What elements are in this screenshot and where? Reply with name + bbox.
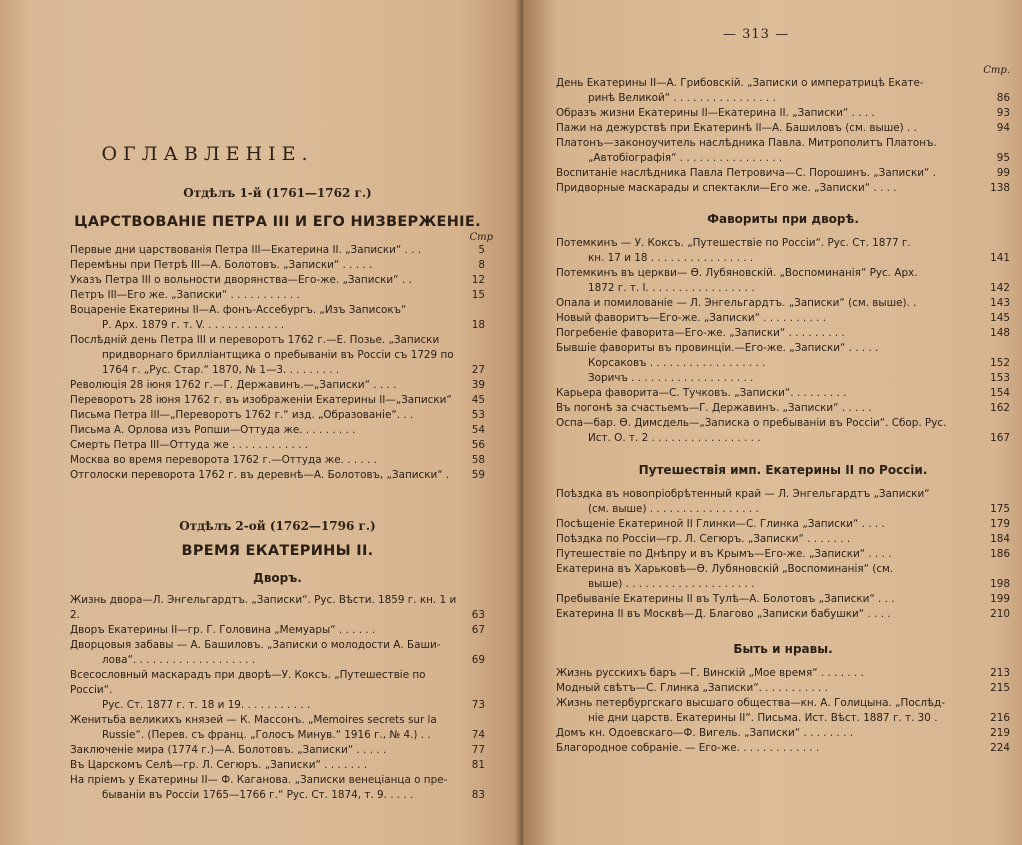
toc-entry-line (70, 393, 485, 408)
toc-entry-page: 152 (990, 357, 1010, 369)
page-number: — 313 — (723, 27, 790, 42)
toc-entry-line (556, 266, 1010, 281)
favorites-section (556, 212, 1010, 446)
toc-entry-text: Всесословный маскарадъ при дворѣ—У. Коксъ. „Путешествіе по Россіи“. (70, 669, 426, 696)
toc-entry-page: 138 (990, 182, 1010, 194)
toc-entry-text: Корсаковъ . . . . . . . . . . . . . . . . . . (588, 357, 766, 369)
toc-entry-line (70, 623, 485, 638)
section-2-title: ВРЕМЯ ЕКАТЕРИНЫ II. (181, 543, 374, 559)
toc-entry-text: Платонъ—законоучитель наслѣдника Павла. Митрополитъ Платонъ. (556, 137, 937, 149)
toc-entry-text: День Екатерины II—А. Грибовскій. „Записки о императрицѣ Екате- (556, 77, 924, 89)
toc-entry-line (556, 136, 1010, 151)
toc-entry-text: Модный свѣтъ—С. Глинка „Записки“. . . . . . . . . . . (556, 682, 828, 694)
toc-entry-text: Рус. Ст. 1877 г. т. 18 и 19. . . . . . . . . . . (102, 699, 311, 711)
toc-entry-text: Бывшіе фавориты въ провинціи.—Его-же. „Записки“ . . . . . (556, 342, 879, 354)
toc-title: ОГЛАВЛЕНІЕ. (101, 143, 314, 165)
court-subheading: Дворъ. (253, 571, 302, 585)
toc-entry-text: Женитьба великихъ князей — К. Массонъ. „Memoires secrets sur la (70, 714, 437, 726)
section-1 (70, 186, 493, 483)
toc-entry-text: Карьера фаворита—С. Тучковъ. „Записки“. . . . . . . . . (556, 387, 847, 399)
toc-entry-line (70, 303, 485, 318)
court-entries (556, 76, 1010, 196)
toc-entry-line (556, 726, 1010, 741)
toc-entry-text: Ист. О. т. 2 . . . . . . . . . . . . . . . . . (588, 432, 761, 444)
toc-entry-page: 45 (471, 394, 485, 406)
toc-entry-text: Путешествіе по Днѣпру и въ Крымъ—Его-же. „Записки“ . . . . (556, 548, 892, 560)
toc-entry-text: Дворцовыя забавы — А. Башиловъ. „Записки о молодости А. Баши- (70, 639, 441, 651)
toc-entry-text: Новый фаворитъ—Его-же. „Записки“ . . . . . . . . . . (556, 312, 827, 324)
page-column-header-right: Стр. (983, 65, 1010, 76)
toc-entry-line (70, 423, 485, 438)
toc-entry-line (70, 273, 485, 288)
toc-entry-line (556, 592, 1010, 607)
toc-entry-page: 199 (990, 593, 1010, 605)
toc-entry-line (70, 438, 485, 453)
toc-entry-page: 15 (471, 289, 485, 301)
toc-entry-line (556, 76, 1010, 91)
manners-entries (556, 666, 1010, 756)
toc-entry-text: Потемкинъ — У. Коксъ. „Путешествіе по Россіи“. Рус. Ст. 1877 г. (556, 237, 911, 249)
toc-entry-page: 27 (471, 364, 485, 376)
manners-section (556, 642, 1010, 756)
toc-entry-line (70, 243, 485, 258)
toc-entry-text: выше) . . . . . . . . . . . . . . . . . . . . (588, 578, 755, 590)
toc-entry-line (556, 341, 1010, 356)
toc-entry-page: 77 (471, 744, 485, 756)
toc-entry-text: Заключеніе мира (1774 г.)—А. Болотовъ. „Записки“ . . . . . (70, 744, 387, 756)
toc-entry-text: Революція 28 іюня 1762 г.—Г. Державинъ.—„Записки“ . . . . (70, 379, 397, 391)
toc-entry-text: Москва во время переворота 1762 г.—Оттуда же. . . . . . (70, 454, 377, 466)
toc-entry-page: 86 (996, 92, 1010, 104)
toc-entry-page: 83 (471, 789, 485, 801)
toc-entry-text: Отголоски переворота 1762 г. въ деревнѣ—А. Болотовъ, „Записки“ . (70, 469, 450, 481)
toc-entry-page: 67 (471, 624, 485, 636)
toc-entry-text: Послѣдній день Петра III и переворотъ 1762 г.—Е. Позье. „Записки (70, 334, 440, 346)
toc-entry-text: ніе дни царств. Екатерины II“. Письма. Ист. Вѣст. 1887 г. т. 30 . (588, 712, 938, 724)
toc-entry-line (70, 378, 485, 393)
toc-entry-page: 54 (471, 424, 485, 436)
right-page (523, 0, 1022, 845)
toc-entry-text: Петръ III—Его же. „Записки“ . . . . . . . . . . . (70, 289, 300, 301)
section-1-title: ЦАРСТВОВАНІЕ ПЕТРА III И ЕГО НИЗВЕРЖЕНІЕ. (74, 214, 481, 230)
toc-entry-page: 219 (990, 727, 1010, 739)
favorites-entries (556, 236, 1010, 446)
toc-entry-text: Первые дни царствованія Петра III—Екатерина II. „Записки“ . . . (70, 244, 422, 256)
toc-entry-line (556, 236, 1010, 251)
toc-entry-page: 143 (990, 297, 1010, 309)
travels-section (556, 463, 1010, 622)
toc-entry-page: 59 (471, 469, 485, 481)
toc-entry-text: (см. выше) . . . . . . . . . . . . . . . . . (588, 503, 759, 515)
toc-entry-text: Russie“. (Перев. съ франц. „Голосъ Минув.“ 1916 г., № 4.) . . (102, 729, 431, 741)
toc-entry-page: 94 (996, 122, 1010, 134)
section-2-entries (70, 593, 485, 803)
toc-entry-line (70, 593, 485, 623)
toc-entry-line (70, 408, 485, 423)
toc-entry-text: Екатерина II въ Москвѣ—Д. Благово „Записки бабушки“ . . . . (556, 608, 891, 620)
toc-entry-text: 1764 г. „Рус. Стар.“ 1870, № 1—3. . . . . . . . . (102, 364, 340, 376)
travels-entries (556, 487, 1010, 622)
toc-entry-line (556, 562, 1010, 577)
toc-entry-text: Въ Царскомъ Селѣ—гр. Л. Сегюръ. „Записки“ . . . . . . . (70, 759, 368, 771)
toc-entry-text: Поѣздка по Россіи—гр. Л. Сегюръ. „Записки“ . . . . . . . (556, 533, 851, 545)
page-column-header: Стр (469, 232, 493, 243)
toc-entry-text: Дворъ Екатерины II—гр. Г. Головина „Мемуары“ . . . . . . (70, 624, 376, 636)
toc-entry-text: Воспитаніе наслѣдника Павла Петровича—С. Порошинъ. „Записки“ . (556, 167, 936, 179)
toc-entry-text: Жизнь русскихъ баръ —Г. Винскій „Мое время“ . . . . . . . (556, 667, 864, 679)
toc-entry-page: 95 (996, 152, 1010, 164)
toc-entry-line (556, 607, 1010, 622)
toc-entry-line (556, 741, 1010, 756)
toc-entry-line (70, 788, 485, 803)
toc-entry-line (556, 91, 1010, 106)
toc-entry-page: 145 (990, 312, 1010, 324)
toc-entry-text: 1872 г. т. I. . . . . . . . . . . . . . . . . (588, 282, 755, 294)
toc-entry-text: Жизнь двора—Л. Энгельгардтъ. „Записки“. Рус. Вѣсти. 1859 г. кн. 1 и 2. (70, 594, 457, 621)
toc-entry-line (70, 288, 485, 303)
toc-entry-page: 213 (990, 667, 1010, 679)
toc-entry-line (70, 363, 485, 378)
toc-entry-text: Зоричъ . . . . . . . . . . . . . . . . . . . (588, 372, 754, 384)
toc-entry-text: кн. 17 и 18 . . . . . . . . . . . . . . . . (588, 252, 754, 264)
toc-entry-line (556, 166, 1010, 181)
toc-entry-line (70, 698, 485, 713)
toc-entry-text: Оспа—бар. Ө. Димсдель—„Записка о пребываніи въ Россіи“. Сбор. Рус. (556, 417, 947, 429)
toc-entry-line (70, 668, 485, 698)
toc-entry-page: 179 (990, 518, 1010, 530)
toc-entry-line (556, 517, 1010, 532)
toc-entry-line (556, 296, 1010, 311)
toc-entry-page: 154 (990, 387, 1010, 399)
toc-entry-line (70, 453, 485, 468)
toc-entry-line (556, 326, 1010, 341)
toc-entry-line (70, 333, 485, 348)
section-1-heading: Отдѣлъ 1-й (1761—1762 г.) (183, 186, 372, 200)
toc-entry-text: Перемѣны при Петрѣ III—А. Болотовъ. „Записки“ . . . . . (70, 259, 373, 271)
toc-entry-line (556, 356, 1010, 371)
toc-entry-page: 99 (996, 167, 1010, 179)
toc-entry-page: 81 (471, 759, 485, 771)
toc-entry-line (556, 251, 1010, 266)
toc-entry-line (70, 773, 485, 788)
toc-entry-page: 186 (990, 548, 1010, 560)
toc-entry-line (556, 106, 1010, 121)
toc-entry-text: Посѣщеніе Екатериной II Глинки—С. Глинка „Записки“ . . . . (556, 518, 885, 530)
toc-entry-page: 215 (990, 682, 1010, 694)
toc-entry-line (556, 181, 1010, 196)
toc-entry-text: „Автобіографія“ . . . . . . . . . . . . . . . . (588, 152, 783, 164)
toc-entry-text: Образъ жизни Екатерины II—Екатерина II. „Записки“ . . . . (556, 107, 875, 119)
toc-entry-text: ринѣ Великой“ . . . . . . . . . . . . . . . . (588, 92, 776, 104)
toc-entry-page: 148 (990, 327, 1010, 339)
toc-entry-text: Пажи на дежурствѣ при Екатеринѣ II—А. Башиловъ (см. выше) . . (556, 122, 917, 134)
toc-entry-line (556, 711, 1010, 726)
toc-entry-line (556, 431, 1010, 446)
toc-entry-page: 73 (471, 699, 485, 711)
toc-entry-text: Письма А. Орлова изъ Ропши—Оттуда же. . . . . . . . . (70, 424, 356, 436)
toc-entry-line (556, 487, 1010, 502)
toc-entry-text: лова“. . . . . . . . . . . . . . . . . . . (102, 654, 256, 666)
toc-entry-page: 69 (471, 654, 485, 666)
section-2-heading: Отдѣлъ 2-ой (1762—1796 г.) (179, 519, 376, 533)
toc-entry-page: 216 (990, 712, 1010, 724)
toc-entry-page: 63 (471, 609, 485, 621)
toc-entry-line (556, 502, 1010, 517)
toc-entry-page: 58 (471, 454, 485, 466)
toc-entry-line (556, 547, 1010, 562)
court-continued (556, 65, 1010, 196)
toc-entry-text: Потемкинъ въ церкви— Ө. Лубяновскій. „Воспоминанія“ Рус. Арх. (556, 267, 918, 279)
toc-entry-line (556, 281, 1010, 296)
toc-entry-text: Поѣздка въ новопріобрѣтенный край — Л. Энгельгардтъ „Записки“ (556, 488, 930, 500)
toc-entry-line (556, 121, 1010, 136)
toc-entry-text: Придворные маскарады и спектакли—Его же. „Записки“ . . . . (556, 182, 897, 194)
toc-entry-line (70, 728, 485, 743)
toc-entry-text: бываніи въ Россіи 1765—1766 г.“ Рус. Ст. 1874, т. 9. . . . . (102, 789, 414, 801)
toc-entry-line (556, 371, 1010, 386)
toc-entry-line (70, 348, 485, 363)
toc-entry-text: Жизнь петербургскаго высшаго общества—кн. А. Голицына. „Послѣд- (556, 697, 945, 709)
toc-entry-page: 184 (990, 533, 1010, 545)
toc-entry-page: 198 (990, 578, 1010, 590)
toc-entry-page: 56 (471, 439, 485, 451)
toc-entry-text: Екатерина въ Харьковѣ—Ө. Лубяновскій „Воспоминанія“ (см. (556, 563, 894, 575)
toc-entry-line (70, 758, 485, 773)
section-2 (70, 519, 485, 803)
toc-entry-text: Погребеніе фаворита—Его-же. „Записки“ . . . . . . . . . (556, 327, 845, 339)
toc-entry-line (556, 386, 1010, 401)
toc-entry-line (70, 468, 485, 483)
manners-heading: Быть и нравы. (733, 642, 833, 656)
toc-entry-page: 142 (990, 282, 1010, 294)
toc-entry-text: Переворотъ 28 іюня 1762 г. въ изображеніи Екатерины II—„Записки“ (70, 394, 452, 406)
toc-entry-line (70, 713, 485, 728)
toc-entry-page: 162 (990, 402, 1010, 414)
toc-entry-page: 5 (478, 244, 485, 256)
toc-entry-text: Воцареніе Екатерины II—А. фонъ-Ассебургъ. „Изъ Записокъ“ (70, 304, 407, 316)
toc-entry-text: Смерть Петра III—Оттуда же . . . . . . . . . . . . (70, 439, 308, 451)
toc-entry-page: 12 (471, 274, 485, 286)
toc-entry-line (70, 653, 485, 668)
toc-entry-page: 93 (996, 107, 1010, 119)
toc-entry-page: 167 (990, 432, 1010, 444)
favorites-heading: Фавориты при дворѣ. (707, 212, 859, 226)
toc-entry-text: Опала и помилованіе — Л. Энгельгардтъ. „Записки“ (см. выше). . (556, 297, 917, 309)
toc-entry-line (70, 318, 485, 333)
toc-entry-line (556, 401, 1010, 416)
toc-entry-text: Пребываніе Екатерины II въ Тулѣ—А. Болотовъ „Записки“ . . . (556, 593, 895, 605)
toc-entry-page: 18 (471, 319, 485, 331)
toc-entry-line (70, 258, 485, 273)
toc-entry-text: Домъ кн. Одоевскаго—Ф. Вигель. „Записки“ . . . . . . . . (556, 727, 854, 739)
section-1-entries (70, 243, 485, 483)
travels-heading: Путешествія имп. Екатерины II по Россіи. (638, 463, 928, 477)
toc-entry-text: На пріемъ у Екатерины II— Ф. Каганова. „Записки венеціанца о пре- (70, 774, 448, 786)
toc-entry-text: Въ погонѣ за счастьемъ—Г. Державинъ. „Записки“ . . . . . (556, 402, 872, 414)
toc-entry-line (556, 666, 1010, 681)
toc-entry-text: Письма Петра III—„Переворотъ 1762 г.“ изд. „Образованіе“. . . (70, 409, 414, 421)
toc-entry-line (556, 681, 1010, 696)
toc-entry-line (556, 416, 1010, 431)
toc-entry-page: 224 (990, 742, 1010, 754)
toc-entry-page: 175 (990, 503, 1010, 515)
toc-entry-text: Указъ Петра III о вольности дворянства—Его-же. „Записки“ . . (70, 274, 412, 286)
toc-entry-page: 74 (471, 729, 485, 741)
toc-entry-line (70, 743, 485, 758)
toc-entry-page: 39 (471, 379, 485, 391)
toc-entry-text: Благородное собраніе. — Его-же. . . . . . . . . . . . . (556, 742, 820, 754)
toc-entry-line (556, 151, 1010, 166)
toc-entry-text: придворнаго бриллiантщика о пребываніи въ Россіи съ 1729 по (102, 349, 454, 361)
toc-entry-line (556, 577, 1010, 592)
toc-entry-page: 8 (478, 259, 485, 271)
toc-entry-page: 141 (990, 252, 1010, 264)
toc-entry-page: 53 (471, 409, 485, 421)
toc-entry-page: 153 (990, 372, 1010, 384)
toc-entry-line (556, 311, 1010, 326)
toc-entry-line (556, 532, 1010, 547)
toc-entry-line (70, 638, 485, 653)
toc-entry-text: Р. Арх. 1879 г. т. V. . . . . . . . . . . . . (102, 319, 285, 331)
toc-entry-page: 210 (990, 608, 1010, 620)
toc-entry-line (556, 696, 1010, 711)
